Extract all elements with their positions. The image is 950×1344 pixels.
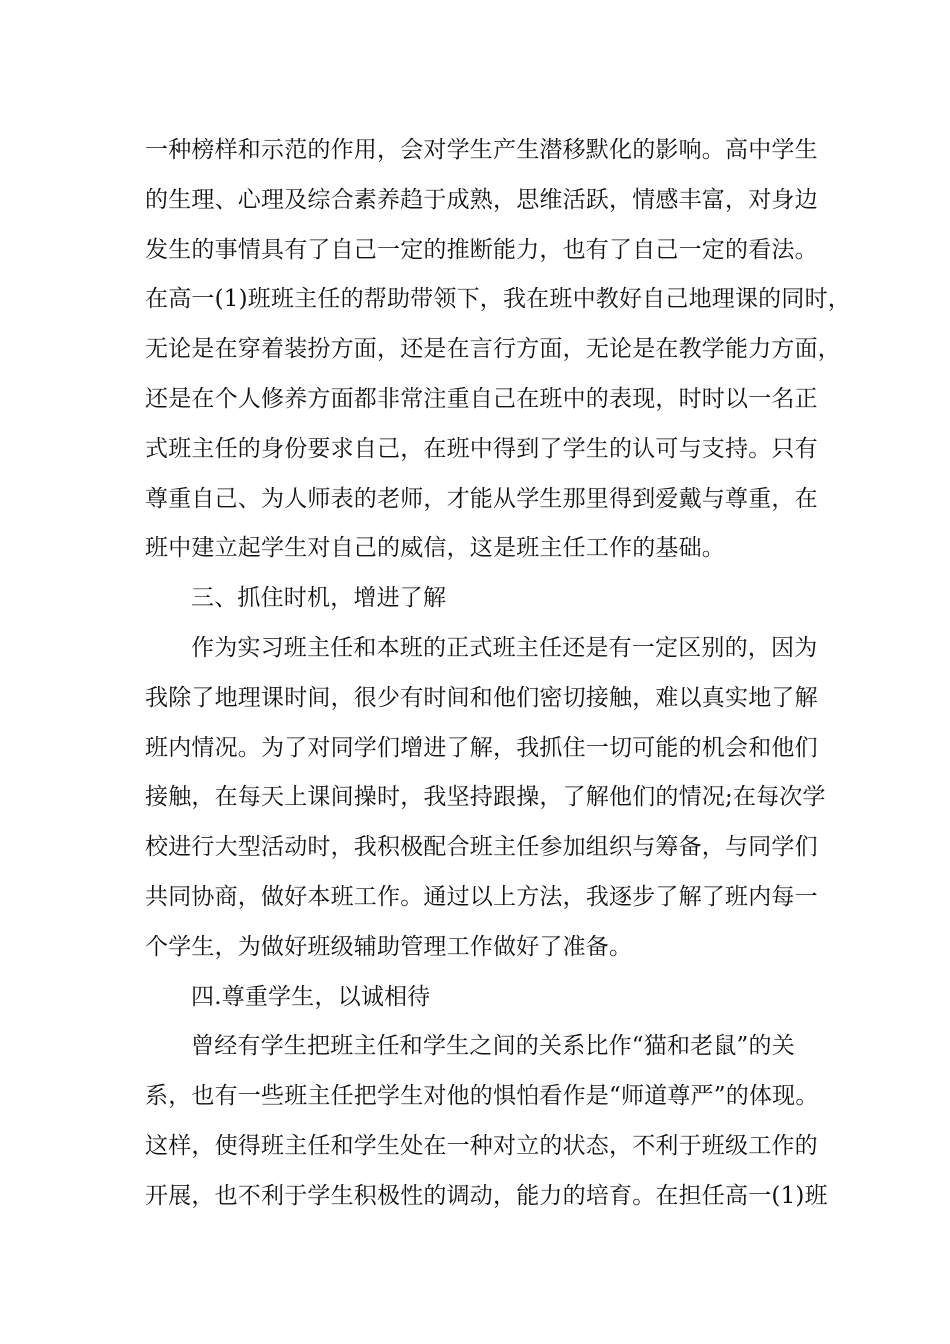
- text-line: 校进行大型活动时，我积极配合班主任参加组织与筹备，与同学们: [145, 834, 818, 861]
- text-line: 系，也有一些班主任把学生对他的惧怕看作是“师道尊严”的体现。: [145, 1083, 819, 1110]
- text-line: 班内情况。为了对同学们增进了解，我抓住一切可能的机会和他们: [145, 734, 818, 761]
- text-line: 还是在个人修养方面都非常注重自己在班中的表现，时时以一名正: [145, 385, 818, 412]
- text-line: 我除了地理课时间，很少有时间和他们密切接触，难以真实地了解: [145, 684, 818, 711]
- text-line: 个学生，为做好班级辅助管理工作做好了准备。: [145, 933, 633, 960]
- paragraph-start-line: 三、抓住时机，增进了解: [191, 585, 447, 612]
- text-line: 开展，也不利于学生积极性的调动，能力的培育。在担任高一(1)班: [145, 1182, 828, 1209]
- paragraph-start-line: 四.尊重学生，以诚相待: [191, 983, 431, 1010]
- text-line: 共同协商，做好本班工作。通过以上方法，我逐步了解了班内每一: [145, 883, 818, 910]
- text-line: 接触，在每天上课间操时，我坚持跟操，了解他们的情况;在每次学: [145, 784, 826, 811]
- text-line: 班中建立起学生对自己的威信，这是班主任工作的基础。: [145, 535, 725, 562]
- text-line: 式班主任的身份要求自己，在班中得到了学生的认可与支持。只有: [145, 435, 818, 462]
- paragraph-start-line: 曾经有学生把班主任和学生之间的关系比作“猫和老鼠”的关: [191, 1033, 795, 1060]
- text-line: 尊重自己、为人师表的老师，才能从学生那里得到爱戴与尊重，在: [145, 485, 818, 512]
- text-line: 这样，使得班主任和学生处在一种对立的状态，不利于班级工作的: [145, 1132, 818, 1159]
- text-line: 在高一(1)班班主任的帮助带领下，我在班中教好自己地理课的同时，: [145, 286, 851, 313]
- text-line: 一种榜样和示范的作用，会对学生产生潜移默化的影响。高中学生: [145, 137, 818, 163]
- paragraph-start-line: 作为实习班主任和本班的正式班主任还是有一定区别的，因为: [191, 634, 818, 661]
- text-line: 无论是在穿着装扮方面，还是在言行方面，无论是在教学能力方面，: [145, 336, 841, 363]
- body-text: [145, 126, 851, 1222]
- text-line: 的生理、心理及综合素养趋于成熟，思维活跃，情感丰富，对身边: [145, 186, 818, 213]
- text-line: 发生的事情具有了自己一定的推断能力，也有了自己一定的看法。: [145, 236, 818, 263]
